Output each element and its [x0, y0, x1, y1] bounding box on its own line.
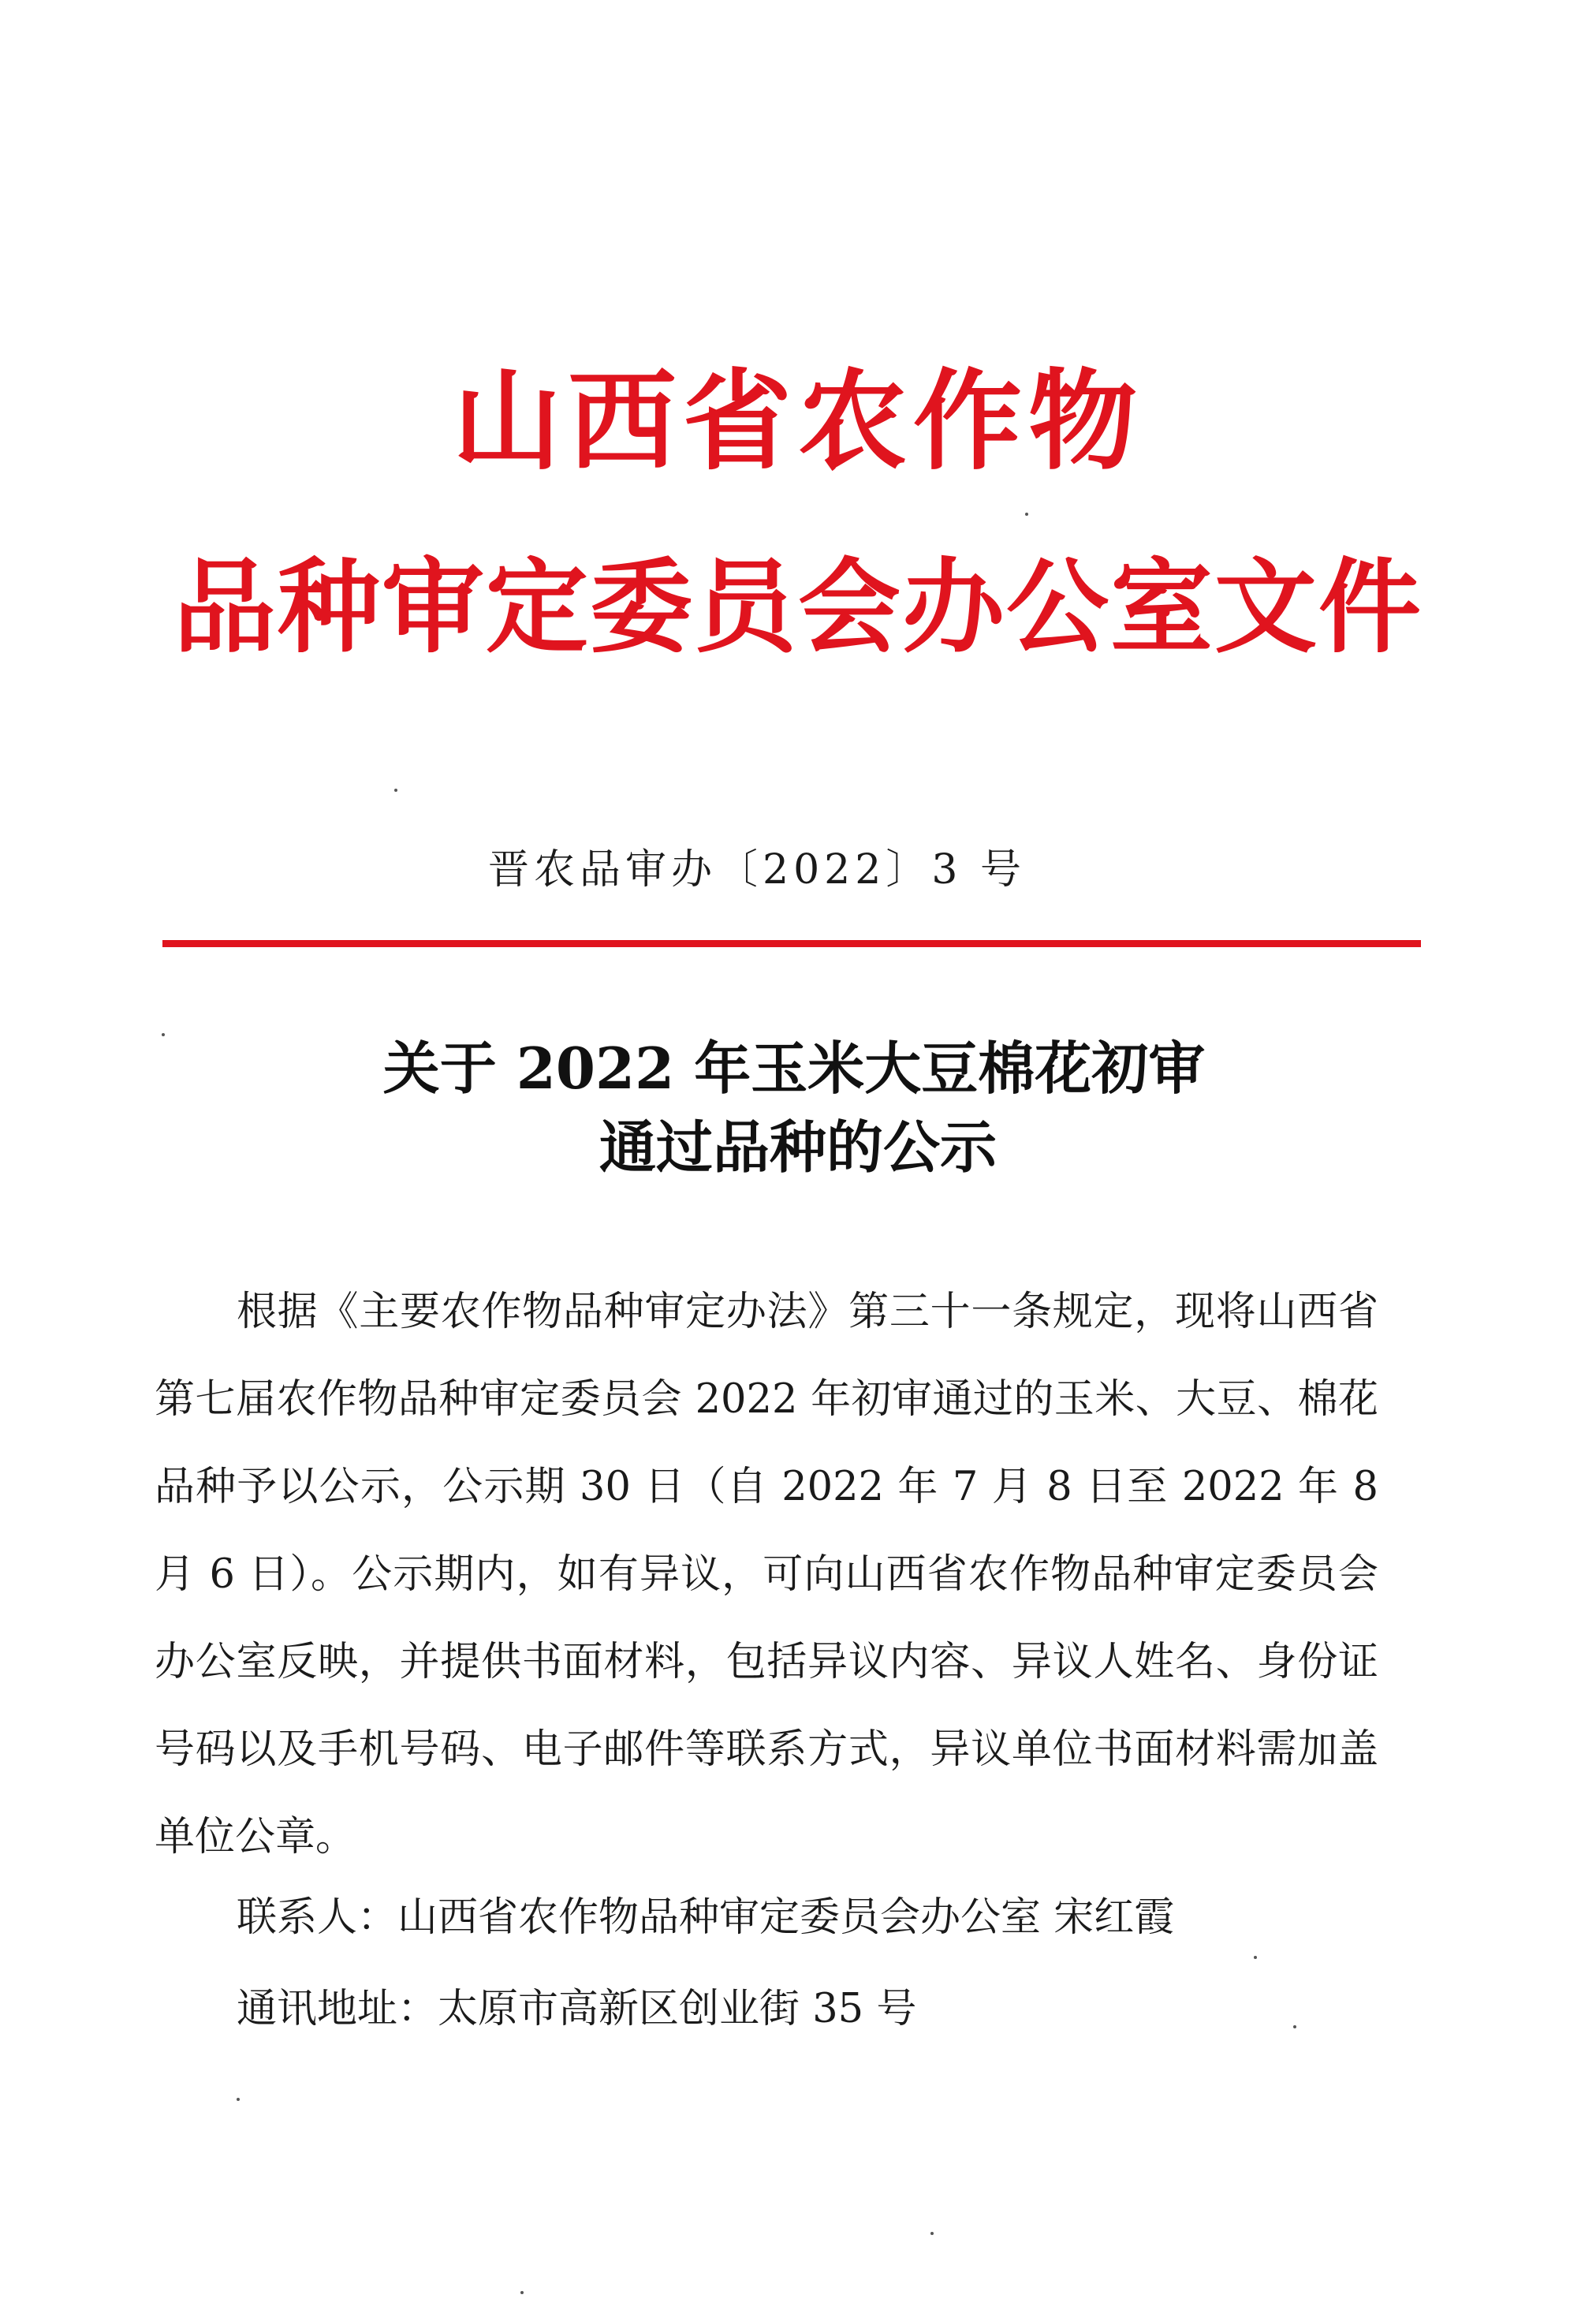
- scan-speck: [1293, 2025, 1296, 2028]
- scan-speck: [1254, 1956, 1257, 1959]
- scan-speck: [930, 2232, 934, 2235]
- issuer-header-line-1: 山西省农作物: [452, 358, 1143, 485]
- scan-speck: [237, 2098, 240, 2101]
- scan-speck: [162, 1033, 165, 1036]
- body-paragraph: 根据《主要农作物品种审定办法》第三十一条规定，现将山西省第七届农作物品种审定委员会 2022 年初审通过的玉米、大豆、棉花品种予以公示，公示期 30 日（自 2022 年 7 月 8 日至 2022 年 8 月 6 日）。公示期内，如有异议，可向山西省农作物品种审定委员会办公室反映，并提供书面材料，包括异议内容、异议人姓名、身份证号码以及手机号码、电子邮件等联系方式，异议单位书面材料需加盖单位公章。: [155, 1289, 1378, 1860]
- contact-address: 通讯地址：太原市高新区创业街 35 号: [237, 1986, 917, 2032]
- issuer-header-line-2: 品种审定委员会办公室文件: [173, 547, 1423, 667]
- red-separator-rule: [162, 940, 1421, 947]
- contact-person: 联系人：山西省农作物品种审定委员会办公室 宋红霞: [237, 1894, 1175, 1941]
- scan-speck: [394, 789, 397, 792]
- document-number: 晋农品审办〔2022〕3 号: [488, 846, 1026, 894]
- scan-speck: [520, 2291, 524, 2294]
- document-title-line-2: 通过品种的公示: [598, 1114, 997, 1181]
- document-title-line-1: 关于 2022 年玉米大豆棉花初审: [382, 1035, 1206, 1102]
- scan-speck: [1025, 513, 1028, 516]
